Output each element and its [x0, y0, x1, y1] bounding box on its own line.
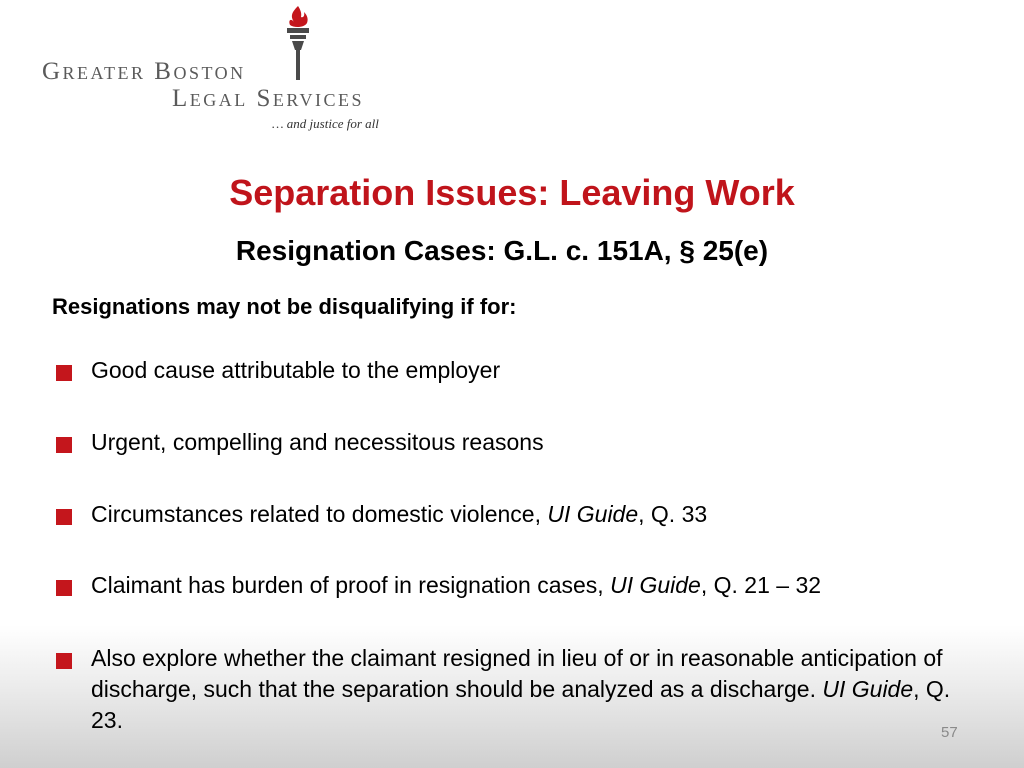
- logo-line-1: Greater Boston: [42, 58, 246, 85]
- bullet-text-part: Urgent, compelling and necessitous reasons: [91, 429, 544, 455]
- slide-subtitle: Resignation Cases: G.L. c. 151A, § 25(e): [235, 235, 769, 266]
- slide-title: Separation Issues: Leaving Work: [229, 172, 795, 213]
- bullet-text-part: , Q. 21 – 32: [700, 572, 822, 598]
- bullet-text: [91, 499, 961, 530]
- logo-tagline: … and justice for all: [272, 116, 379, 131]
- citation-italic: UI Guide: [610, 572, 701, 598]
- square-bullet-icon: [56, 509, 72, 525]
- bullet-text-part: Circumstances related to domestic violence,: [91, 501, 548, 527]
- intro-text: Resignations may not be disqualifying if for:: [52, 294, 517, 319]
- logo-line-2: Legal Services: [172, 85, 364, 112]
- square-bullet-icon: [56, 437, 72, 453]
- square-bullet-icon: [56, 653, 72, 669]
- bullet-text: [91, 355, 961, 386]
- bullet-text: [91, 570, 961, 601]
- square-bullet-icon: [56, 580, 72, 596]
- organization-logo: [0, 0, 420, 140]
- citation-italic: UI Guide: [822, 676, 914, 702]
- bullet-text-part: Also explore whether the claimant resigned in lieu of or in reasonable anticipation of discharge, such that the separation should be analyzed as a discharge.: [91, 645, 943, 702]
- bullet-text-part: , Q. 33: [638, 501, 708, 527]
- bullet-text-part: Claimant has burden of proof in resignation cases,: [91, 572, 611, 598]
- bullet-text: [91, 427, 961, 458]
- page-number: 57: [941, 724, 958, 741]
- torch-icon: [280, 4, 316, 84]
- citation-italic: UI Guide: [547, 501, 639, 527]
- bullet-text-part: Good cause attributable to the employer: [91, 357, 501, 383]
- bullet-text-part: , Q. 23.: [91, 676, 951, 733]
- bullet-text: [91, 643, 961, 736]
- square-bullet-icon: [56, 365, 72, 381]
